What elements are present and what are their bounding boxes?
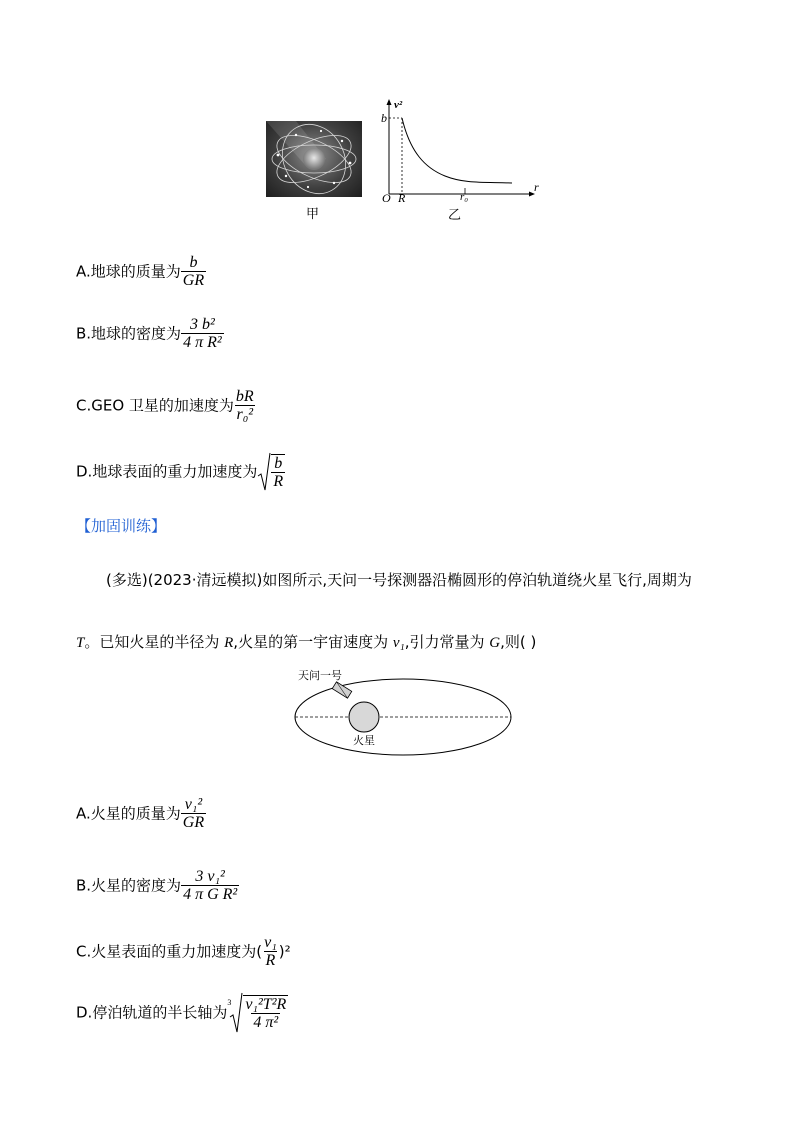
q2-option-d[interactable] — [76, 992, 288, 1034]
y-axis-arrow — [387, 99, 392, 105]
photo-caption: 甲 — [306, 207, 320, 222]
y-tick-b: b — [381, 111, 387, 125]
q1-option-c[interactable] — [76, 388, 256, 424]
fraction-numerator: 3 b² — [189, 316, 215, 333]
orbit-illustration — [266, 121, 362, 197]
fraction-denominator: 4 π G R² — [183, 886, 238, 903]
fraction-denominator: R — [273, 472, 284, 490]
q2-stem-line1: (多选)(2023·清远模拟)如图所示,天问一号探测器沿椭圆形的停泊轨道绕火星飞行,周期为 — [106, 571, 692, 589]
q2-stem-text: ,则( ) — [500, 633, 537, 651]
fraction-numerator: v₁²T²R — [245, 995, 287, 1013]
fraction-numerator: v₁ — [264, 934, 277, 951]
q2-option-a-fraction — [181, 796, 206, 832]
fraction-denominator: GR — [182, 814, 205, 831]
q2-option-c-text: C.火星表面的重力加速度为( — [76, 942, 263, 961]
q1-option-c-text: C.GEO 卫星的加速度为 — [76, 396, 234, 415]
sqrt-sign — [257, 452, 271, 492]
symbol-G: G — [489, 635, 501, 651]
fraction-numerator: bR — [235, 388, 254, 405]
y-axis-label: v² — [394, 99, 403, 111]
q2-option-c-fraction — [262, 934, 279, 970]
q1-option-b[interactable] — [76, 316, 224, 352]
fraction-denominator: R — [265, 952, 276, 969]
q2-option-b[interactable] — [76, 868, 239, 904]
q1-option-a-fraction — [181, 254, 206, 290]
q2-stem-text: ,引力常量为 — [404, 633, 490, 651]
x-tick-R: R — [398, 191, 406, 205]
earth-satellite-photo — [266, 121, 362, 197]
graph-caption: 乙 — [448, 208, 462, 223]
q1-option-b-fraction — [181, 316, 224, 352]
q1-option-d[interactable] — [76, 452, 285, 492]
q2-option-d-cube-root — [227, 992, 288, 1034]
symbol-v1: v₁ — [392, 635, 405, 651]
q2-option-d-fraction — [243, 995, 288, 1032]
fraction-denominator: 4 π² — [253, 1013, 279, 1031]
fraction-numerator: b — [189, 254, 198, 271]
q1-option-d-fraction — [271, 454, 285, 491]
q2-stem-line2 — [76, 631, 536, 654]
v2-vs-r-graph — [380, 96, 540, 206]
q2-option-c[interactable] — [76, 934, 291, 970]
q1-option-c-fraction — [234, 388, 256, 424]
q1-option-a[interactable] — [76, 254, 206, 290]
x-tick-r0: r₀ — [460, 191, 469, 203]
section-heading: 【加固训练】 — [76, 517, 167, 535]
q2-stem-text: 。已知火星的半径为 — [84, 633, 225, 651]
fraction-denominator: GR — [182, 272, 205, 289]
q1-option-d-text: D.地球表面的重力加速度为 — [76, 462, 258, 481]
q2-option-c-suffix: )² — [278, 942, 291, 961]
mars-orbit-figure — [290, 664, 518, 768]
q1-option-b-text: B.地球的密度为 — [76, 324, 182, 343]
fraction-denominator: r₀² — [236, 406, 254, 423]
q2-option-a[interactable] — [76, 796, 206, 832]
q2-option-b-text: B.火星的密度为 — [76, 876, 182, 895]
fraction-numerator: v₁² — [184, 796, 203, 813]
fraction-numerator: 3 v₁² — [195, 868, 225, 885]
v2-curve — [402, 118, 512, 183]
q2-stem-text: ,火星的第一宇宙速度为 — [233, 633, 393, 651]
probe-label: 天问一号 — [298, 669, 342, 682]
mars-circle — [349, 702, 379, 732]
q2-option-b-fraction — [181, 868, 239, 904]
q2-option-d-text: D.停泊轨道的半长轴为 — [76, 1003, 228, 1022]
q1-option-a-text: A.地球的质量为 — [76, 262, 181, 281]
mars-label: 火星 — [353, 734, 375, 747]
symbol-T: T — [76, 635, 85, 651]
x-axis-label: r — [534, 180, 539, 194]
q1-option-d-sqrt — [257, 452, 285, 492]
fraction-denominator: 4 π R² — [183, 334, 222, 351]
fraction-numerator: b — [274, 454, 283, 472]
origin-label: O — [382, 191, 391, 205]
root-index: 3 — [227, 998, 232, 1007]
q2-option-a-text: A.火星的质量为 — [76, 804, 181, 823]
symbol-R: R — [224, 635, 234, 651]
